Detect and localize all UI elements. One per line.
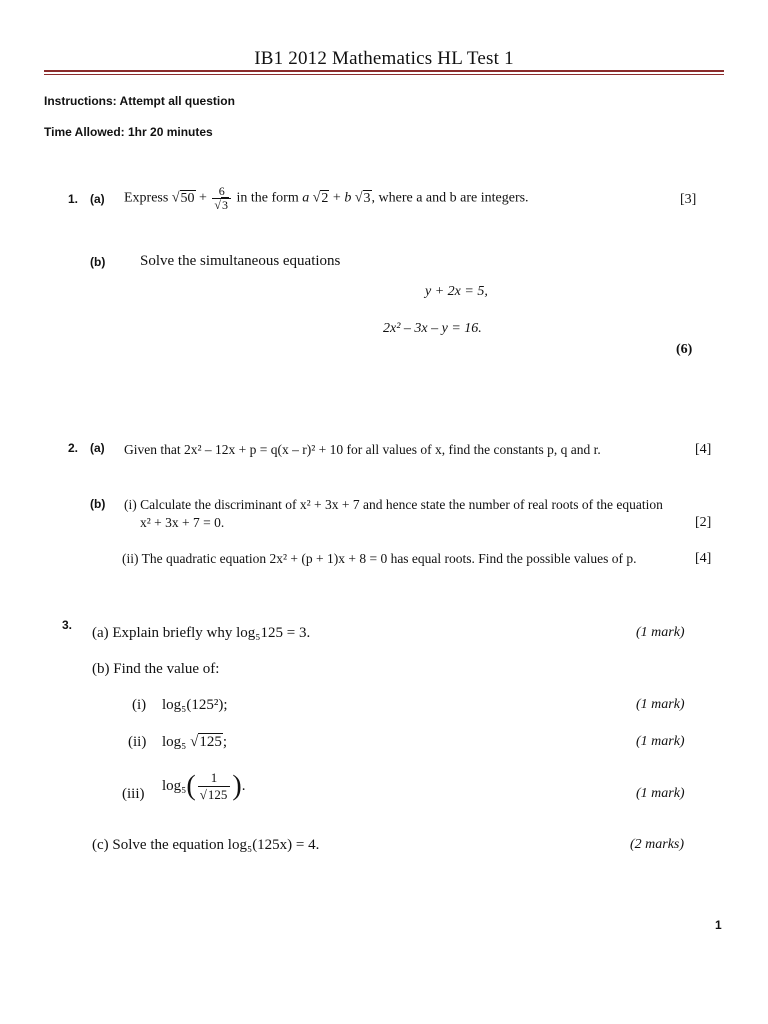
question-2bii-text: (ii) The quadratic equation 2x² + (p + 1)x + 8 = 0 has equal roots. Find the possible values of p. [122, 551, 637, 566]
page-number: 1 [715, 918, 722, 932]
question-2-number: 2. [68, 441, 79, 455]
q1a-frac-num: 6 [212, 185, 231, 199]
time-allowed-text: Time Allowed: 1hr 20 minutes [44, 125, 213, 139]
question-3-number: 3. [62, 618, 73, 632]
question-2a-label: (a) [90, 441, 105, 455]
question-1b-equation-2: 2x² – 3x – y = 16. [383, 321, 482, 336]
question-3bii-expression: log₅ √125; [162, 734, 228, 750]
question-1a-marks: [3] [680, 192, 697, 207]
question-1a-text: Express √50 + $\frac{6}{√3}$ in the form a √2 + b √3, where a and b are integers. [124, 184, 529, 212]
question-2bi-marks: [2] [695, 515, 712, 530]
q1a-express: Express [124, 190, 169, 206]
q3biii-log: log₅ [162, 777, 187, 794]
q3bii-tail: ; [222, 734, 228, 750]
question-3bii-marks: (1 mark) [636, 734, 685, 749]
question-2a-text: Given that 2x² – 12x + p = q(x – r)² + 10 for all values of x, find the constants p, q and r. [124, 442, 601, 457]
q3biii-tail: . [241, 777, 246, 794]
question-1a-label: (a) [90, 192, 105, 206]
question-3bii-label: (ii) [128, 734, 147, 750]
q3bii-radicand: 125 [199, 734, 222, 750]
title-divider-top [44, 70, 724, 72]
q1a-fraction: $\frac{6}{√3}$ [212, 185, 231, 212]
question-1b-equation-1: y + 2x = 5, [425, 284, 488, 299]
title-divider-bottom [44, 74, 724, 75]
question-3a-marks: (1 mark) [636, 625, 685, 640]
q1a-frac-den: 3 [222, 198, 229, 212]
question-3bi-marks: (1 mark) [636, 697, 685, 712]
question-3c-marks: (2 marks) [630, 837, 685, 852]
q3bii-log: log₅ [162, 734, 187, 750]
question-3b-text: (b) Find the value of: [92, 661, 220, 677]
question-3c-text: (c) Solve the equation log₅(125x) = 4. [92, 837, 320, 853]
q1a-sqrt50: 50 [180, 190, 195, 206]
q1a-form: in the form [236, 190, 299, 206]
page-title: IB1 2012 Mathematics HL Test 1 [254, 48, 514, 69]
question-1b-text: Solve the simultaneous equations [140, 253, 341, 269]
question-1-number: 1. [68, 192, 79, 206]
question-2b-label: (b) [90, 497, 106, 511]
instructions-text: Instructions: Attempt all question [44, 94, 235, 108]
q1a-plus: + [199, 190, 207, 206]
q3biii-numerator: 1 [198, 770, 231, 787]
question-3bi-label: (i) [132, 697, 147, 713]
question-2bi-text-line2: x² + 3x + 7 = 0. [140, 515, 225, 530]
question-3biii-marks: (1 mark) [636, 786, 685, 801]
question-3bi-expression: log₅(125²); [162, 697, 228, 713]
q3biii-radicand: 125 [207, 787, 228, 802]
question-2bi-text: (i) Calculate the discriminant of x² + 3x + 7 and hence state the number of real roots of the equation [124, 497, 663, 512]
question-2bii-marks: [4] [695, 551, 712, 566]
question-3biii-label: (iii) [122, 786, 145, 802]
question-2a-marks: [4] [695, 442, 712, 457]
question-3a-text: (a) Explain briefly why log₅125 = 3. [92, 625, 311, 641]
question-3biii-expression: log₅( $\frac{1}{√125}$ ). [162, 770, 246, 802]
q1a-tail: where a and b are integers. [378, 190, 529, 206]
question-1b-label: (b) [90, 255, 106, 269]
question-1b-marks: (6) [676, 342, 693, 357]
